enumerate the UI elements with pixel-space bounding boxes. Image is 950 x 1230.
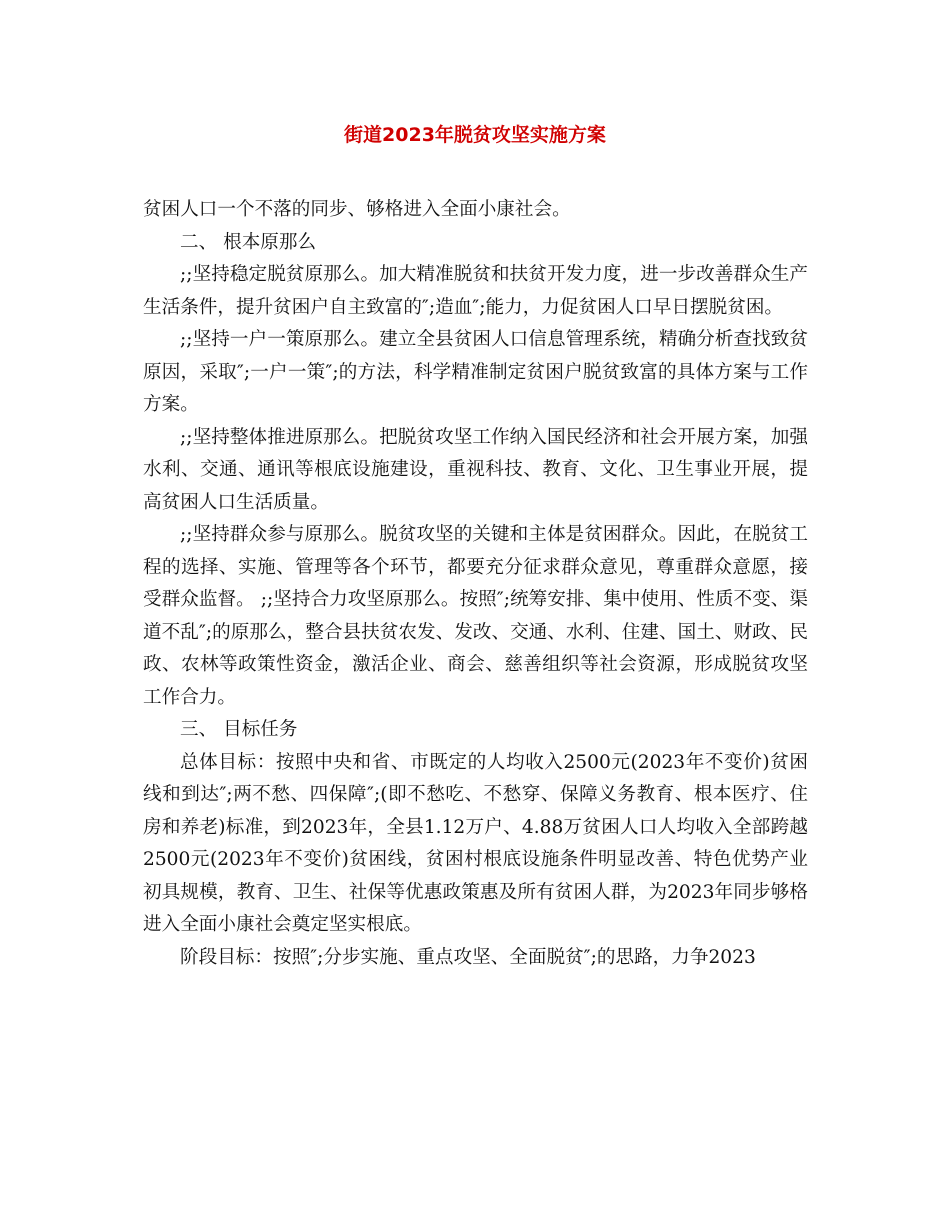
paragraph-one-household-one-policy: ;;坚持一户一策原那么。建立全县贫困人口信息管理系统，精确分析查找致贫原因，采取″;一户一策″;的方法，科学精准制定贫困户脱贫致富的具体方案与工作方案。 bbox=[143, 329, 808, 415]
paragraph-stable-poverty-relief: ;;坚持稳定脱贫原那么。加大精准脱贫和扶贫开发力度，进一步改善群众生产生活条件，提升贫困户自主致富的″;造血″;能力，力促贫困人口早日摆脱贫困。 bbox=[143, 264, 808, 318]
paragraph-overall-advancement: ;;坚持整体推进原那么。把脱贫攻坚工作纳入国民经济和社会开展方案，加强水利、交通、通讯等根底设施建设，重视科技、教育、文化、卫生事业开展，提高贫困人口生活质量。 bbox=[143, 426, 808, 513]
paragraph-stage-target: 阶段目标：按照″;分步实施、重点攻坚、全面脱贫″;的思路，力争2023 bbox=[180, 946, 756, 968]
paragraph-public-participation: ;;坚持群众参与原那么。脱贫攻坚的关键和主体是贫困群众。因此，在脱贫工程的选择、实施、管理等各个环节，都要充分征求群众意见，尊重群众意愿，接受群众监督。 ;;坚持合力攻坚原那么。按照″;统筹安排、集中使用、性质不变、渠道不乱″;的原那么，整合县扶贫农发、发改、交通、水利、住建、国土、财政、民政、农林等政策性资金，激活企业、商会、慈善组织等社会资源，形成脱贫攻坚工作合力。 bbox=[143, 524, 808, 708]
section-heading-objectives: 三、 目标任务 bbox=[180, 719, 298, 740]
paragraph-continuation: 贫困人口一个不落的同步、够格进入全面小康社会。 bbox=[143, 199, 571, 220]
section-heading-principles: 二、 根本原那么 bbox=[180, 231, 317, 253]
paragraph-overall-target: 总体目标：按照中央和省、市既定的人均收入2500元(2023年不变价)贫困线和到达″;两不愁、四保障″;(即不愁吃、不愁穿、保障义务教育、根本医疗、住房和养老)标准，到2023年，全县1.12万户、4.88万贫困人口人均收入全部跨越2500元(2023年不变价)贫困线，贫困村根底设施条件明显改善、特色优势产业初具规模，教育、卫生、社保等优惠政策惠及所有贫困人群，为2023年同步够格进入全面小康社会奠定坚实根底。 bbox=[143, 751, 808, 935]
document-title: 街道2023年脱贫攻坚实施方案 bbox=[344, 124, 606, 146]
document-body bbox=[143, 194, 808, 974]
